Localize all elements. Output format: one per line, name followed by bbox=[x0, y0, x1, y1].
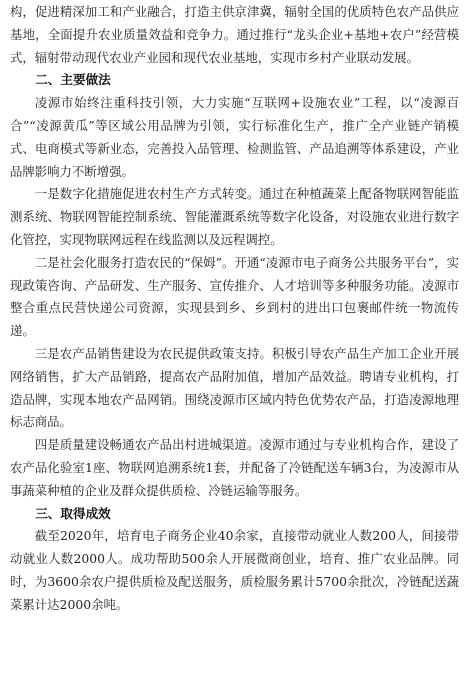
section-heading-results: 三、取得成效 bbox=[35, 505, 111, 521]
measure-4-paragraph: 四是质量建设畅通农产品出村进城渠道。凌源市通过与专业机构合作，建设了农产品化验室1座、物联网追溯系统1套，并配备了冷链配送车辆3台，为凌源市从事蔬菜种植的企业及群众提供质检、冷链运输等服务。 bbox=[10, 437, 459, 498]
section2-intro-paragraph: 凌源市始终注重科技引领，大力实施“互联网+设施农业”工程，以“凌源百合”“凌源黄瓜”等区域公用品牌为引领，实行标准化生产，推广全产业链产销模式、电商模式等新业态，完善投入品管理、检测监管、产品追溯等体系建设，产业品牌影响力不断增强。 bbox=[10, 95, 459, 179]
results-paragraph: 截至2020年，培育电子商务企业40余家，直接带动就业人数200人，间接带动就业人数2000人。成功帮助500余人开展微商创业，培育、推广农业品牌。同时，为3600余农户提供质检及配送服务，质检服务累计5700余批次，冷链配送蔬菜累计达2000余吨。 bbox=[10, 528, 459, 612]
measure-2-paragraph: 二是社会化服务打造农民的“保姆”。开通“凌源市电子商务公共服务平台”，实现政策咨询、产品研发、生产服务、宣传推介、人才培训等多种服务功能。凌源市整合重点民营快递公司资源，实现县到乡、乡到村的进出口包裹邮件统一物流传递。 bbox=[10, 254, 459, 339]
measure-1-paragraph: 一是数字化措施促进农村生产方式转变。通过在种植蔬菜上配备物联网智能监测系统、物联网智能控制系统、智能灌溉系统等数字化设备，对设施农业进行数字化管控，实现物联网远程在线监测以及远程调控。 bbox=[10, 186, 459, 247]
section-heading-main-practices: 二、主要做法 bbox=[35, 72, 111, 88]
intro-paragraph-tail: 构，促进精深加工和产业融合，打造主供京津冀，辐射全国的优质特色农产品供应基地，全面提升农业质量效益和竞争力。通过推行“龙头企业+基地+农户”经营模式，辐射带动现代农业产业园和现代农业基地，实现市乡村产业联动发展。 bbox=[10, 4, 459, 65]
measure-3-paragraph: 三是农产品销售建设为农民提供政策支持。积极引导农产品生产加工企业开展网络销售，扩大产品销路，提高农产品附加值，增加产品效益。聘请专业机构，打造品牌，实现本地农产品网销。围绕凌源市区域内特色优势农产品，打造凌源地理标志商品。 bbox=[10, 345, 459, 430]
